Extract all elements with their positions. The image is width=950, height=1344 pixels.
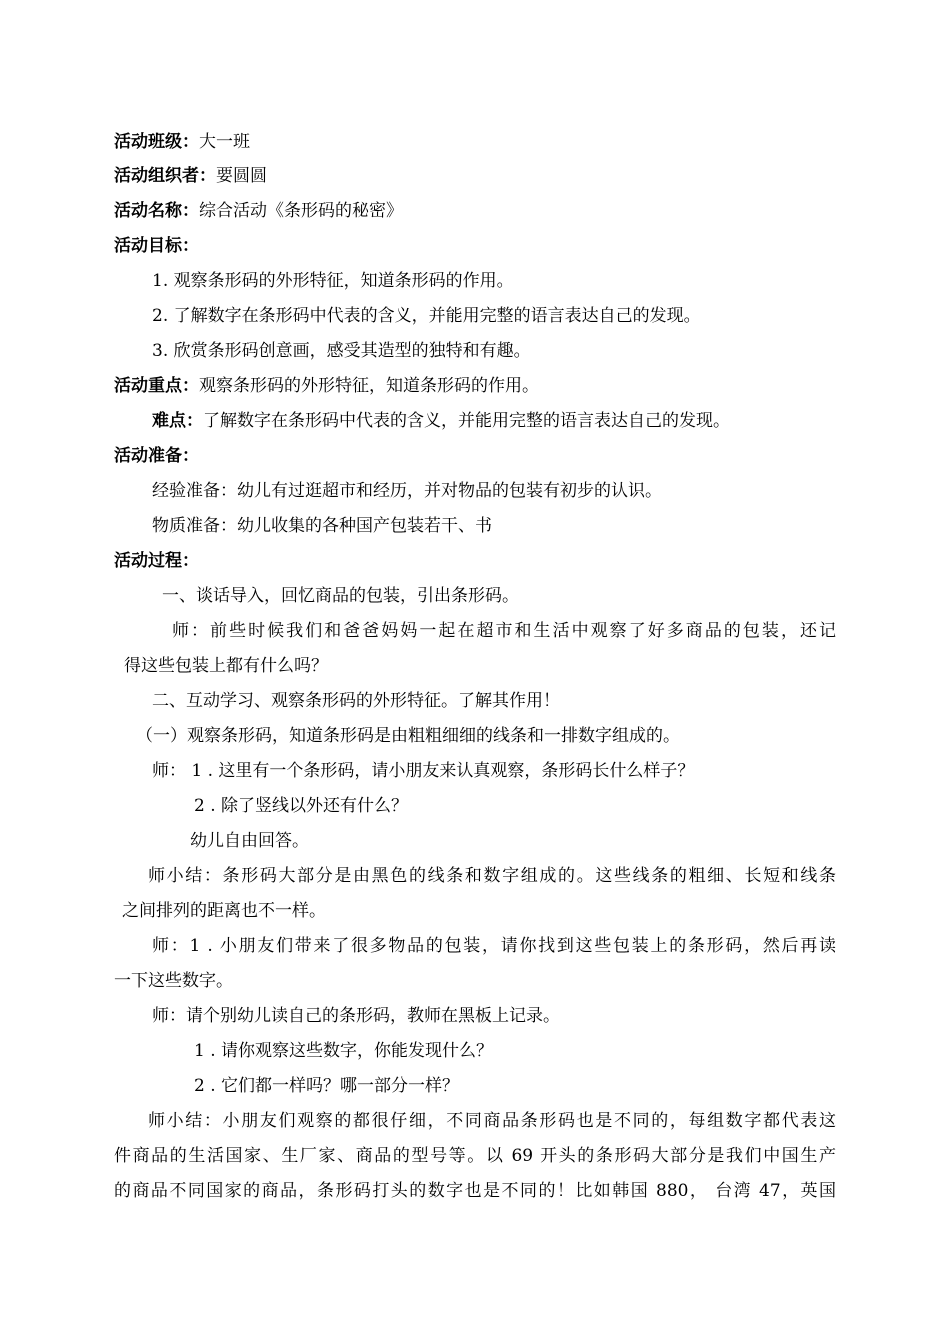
summary-1b: 之间排列的距离也不一样。	[122, 901, 326, 921]
goal-item-1: 1. 观察条形码的外形特征，知道条形码的作用。	[152, 271, 514, 291]
process-step-2: 二、互动学习、观察条形码的外形特征。了解其作用！	[152, 691, 560, 711]
class-value: 大一班	[199, 132, 250, 152]
activity-name-label: 活动名称：	[114, 201, 199, 221]
teacher-line-1b: 得这些包装上都有什么吗？	[124, 656, 328, 676]
organizer-value: 要圆圆	[216, 166, 267, 186]
organizer-label: 活动组织者：	[114, 166, 216, 186]
teacher-line-1a: 师：前些时候我们和爸爸妈妈一起在超市和生活中观察了好多商品的包装，还记	[172, 621, 836, 641]
teacher-line-4: 师：请个别幼儿读自己的条形码，教师在黑板上记录。	[152, 1006, 560, 1026]
teacher-question-3: 1 . 请你观察这些数字，你能发现什么？	[194, 1041, 494, 1061]
teacher-question-4: 2 . 它们都一样吗？哪一部分一样？	[194, 1076, 460, 1096]
process-heading: 活动过程：	[114, 551, 199, 571]
summary-2b: 件商品的生活国家、生厂家、商品的型号等。以 69 开头的条形码大部分是我们中国生产	[114, 1146, 836, 1166]
class-row	[114, 131, 250, 153]
prep-heading: 活动准备：	[114, 446, 199, 466]
teacher-question-1: 师： 1 . 这里有一个条形码，请小朋友来认真观察，条形码长什么样子？	[152, 761, 695, 781]
kids-answer: 幼儿自由回答。	[190, 831, 309, 851]
summary-2c: 的商品不同国家的商品，条形码打头的数字也是不同的！比如韩国 880， 台湾 47，英国	[114, 1181, 836, 1201]
class-label: 活动班级：	[114, 132, 199, 152]
process-sub-1: （一）观察条形码，知道条形码是由粗粗细细的线条和一排数字组成的。	[136, 726, 680, 746]
summary-2a: 师小结：小朋友们观察的都很仔细，不同商品条形码也是不同的，每组数字都代表这	[148, 1111, 836, 1131]
difficulty-row	[152, 410, 730, 432]
activity-name-value: 综合活动《条形码的秘密》	[199, 201, 403, 221]
teacher-question-2: 2 . 除了竖线以外还有什么？	[194, 796, 409, 816]
prep-material: 物质准备：幼儿收集的各种国产包装若干、书	[152, 516, 492, 536]
organizer-row	[114, 165, 267, 187]
difficulty-label: 难点：	[152, 411, 203, 431]
key-point-row	[114, 375, 539, 397]
prep-experience: 经验准备：幼儿有过逛超市和经历，并对物品的包装有初步的认识。	[152, 481, 662, 501]
key-point-value: 观察条形码的外形特征，知道条形码的作用。	[199, 376, 539, 396]
summary-1a: 师小结：条形码大部分是由黑色的线条和数字组成的。这些线条的粗细、长短和线条	[148, 866, 836, 886]
difficulty-value: 了解数字在条形码中代表的含义，并能用完整的语言表达自己的发现。	[203, 411, 730, 431]
process-step-1: 一、谈话导入，回忆商品的包装，引出条形码。	[162, 586, 519, 606]
key-point-label: 活动重点：	[114, 376, 199, 396]
goal-item-2: 2. 了解数字在条形码中代表的含义，并能用完整的语言表达自己的发现。	[152, 306, 701, 326]
activity-name-row	[114, 200, 403, 222]
teacher-line-3b: 一下这些数字。	[114, 971, 233, 991]
goal-item-3: 3. 欣赏条形码创意画，感受其造型的独特和有趣。	[152, 341, 531, 361]
goals-heading: 活动目标：	[114, 236, 199, 256]
teacher-line-3a: 师：1 . 小朋友们带来了很多物品的包装，请你找到这些包装上的条形码，然后再读	[152, 936, 836, 956]
